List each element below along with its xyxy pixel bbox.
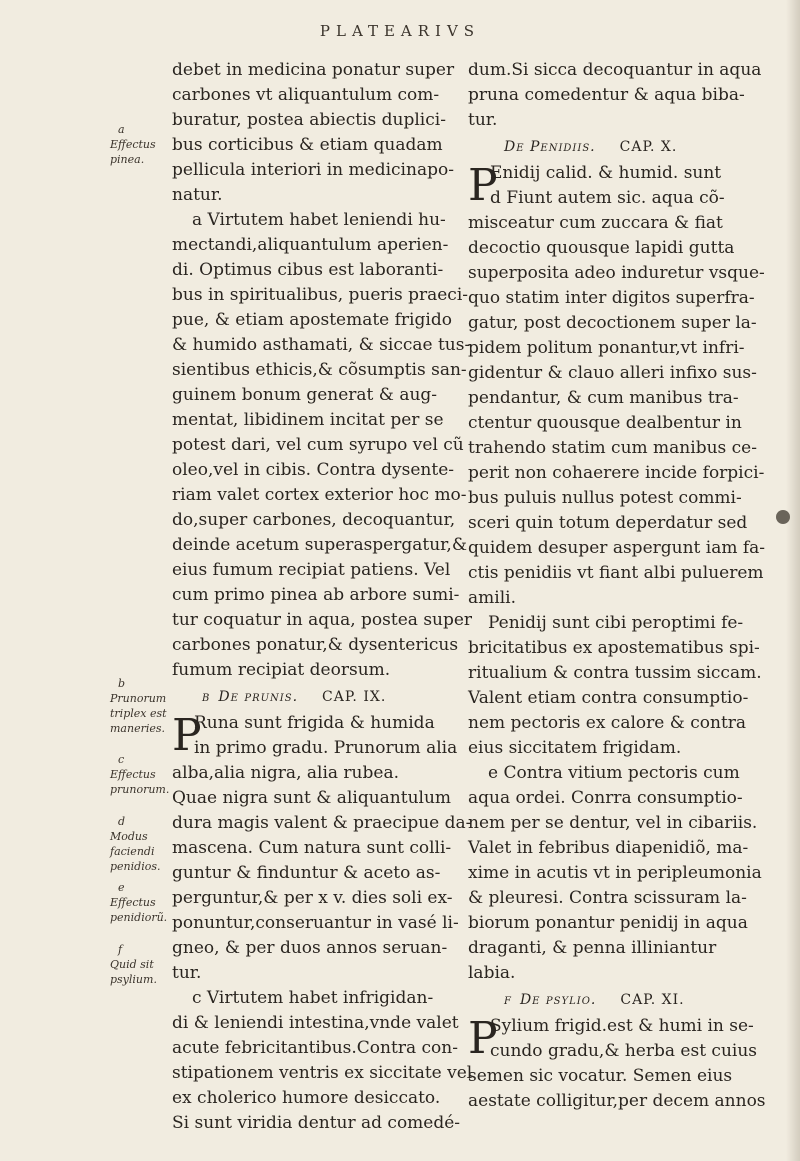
text-line: Quae nigra sunt & aliquantulum bbox=[172, 788, 452, 808]
text-line: Penidij sunt cibi peroptimi fe- bbox=[488, 613, 744, 633]
text-line: sceri quin totum deperdatur sed bbox=[468, 513, 748, 533]
text-line: do,super carbones, decoquantur, bbox=[172, 510, 456, 530]
text-line: perit non cohaerere incide forpici- bbox=[468, 463, 765, 483]
text-line: superposita adeo induretur vsque- bbox=[468, 263, 765, 283]
text-line: ctentur quousque dealbentur in bbox=[468, 413, 742, 433]
text-line: tur. bbox=[172, 963, 202, 983]
drop-cap: P bbox=[468, 160, 498, 211]
text-line: quo statim inter digitos superfra- bbox=[468, 288, 755, 308]
text-line: potest dari, vel cum syrupo vel cũ bbox=[172, 435, 464, 455]
text-line: nem per se dentur, vel in cibariis. bbox=[468, 813, 758, 833]
text-line: ritualium & contra tussim siccam. bbox=[468, 663, 762, 683]
text-line: deinde acetum superaspergatur,& bbox=[172, 535, 467, 555]
margin-notes bbox=[0, 0, 170, 1161]
text-line: pruna comedentur & aqua biba- bbox=[468, 85, 745, 105]
left-column bbox=[172, 58, 473, 1136]
text-line: a Virtutem habet leniendi hu- bbox=[192, 210, 446, 230]
text-line: Si sunt viridia dentur ad comedé- bbox=[172, 1113, 461, 1133]
text-line: mentat, libidinem incitat per se bbox=[172, 410, 444, 430]
text-line: aqua ordei. Conrra consumptio- bbox=[468, 788, 743, 808]
text-line: acute febricitantibus.Contra con- bbox=[172, 1038, 458, 1058]
text-line: bus corticibus & etiam quadam bbox=[172, 135, 443, 155]
margin-note-d: d Modus faciendi penidios. bbox=[110, 815, 161, 873]
text-line: xime in acutis vt in peripleumonia bbox=[468, 863, 762, 883]
margin-note-c: c Effectus prunorum. bbox=[110, 753, 170, 796]
margin-note-b: b Prunorum triplex est maneries. bbox=[110, 677, 167, 735]
text-line: & pleuresi. Contra scissuram la- bbox=[468, 888, 747, 908]
text-line: di & leniendi intestina,vnde valet bbox=[172, 1013, 459, 1033]
text-line: sientibus ethicis,& cõsumptis san- bbox=[172, 360, 467, 380]
text-line: semen sic vocatur. Semen eius bbox=[468, 1066, 733, 1086]
text-line: pellicula interiori in medicinapo- bbox=[172, 160, 454, 180]
text-line: bricitatibus ex apostematibus spi- bbox=[468, 638, 760, 658]
margin-note-e: e Effectus penidiorũ. bbox=[110, 881, 168, 924]
text-line: c Virtutem habet infrigidan- bbox=[192, 988, 434, 1008]
text-line: eius siccitatem frigidam. bbox=[468, 738, 682, 758]
text-line: quidem desuper aspergunt iam fa- bbox=[468, 538, 766, 558]
chapter-heading-prunis: b De prunis. CAP. IX. bbox=[202, 689, 387, 705]
text-line: alba,alia nigra, alia rubea. bbox=[172, 763, 399, 783]
text-line: ponuntur,conseruantur in vasé li- bbox=[172, 913, 459, 933]
chapter-heading-psylio: f De psylio. CAP. XI. bbox=[504, 992, 685, 1008]
text-line: draganti, & penna illiniantur bbox=[468, 938, 717, 958]
text-line: cundo gradu,& herba est cuius bbox=[490, 1041, 758, 1061]
text-line: in primo gradu. Prunorum alia bbox=[194, 738, 458, 758]
text-line: nem pectoris ex calore & contra bbox=[468, 713, 747, 733]
text-line: bus puluis nullus potest commi- bbox=[468, 488, 742, 508]
text-line: pue, & etiam apostemate frigido bbox=[172, 310, 452, 330]
text-line: ex cholerico humore desiccato. bbox=[172, 1088, 441, 1108]
text-line: eius fumum recipiat patiens. Vel bbox=[172, 560, 451, 580]
text-line: gneo, & per duos annos seruan- bbox=[172, 938, 448, 958]
text-line: fumum recipiat deorsum. bbox=[172, 660, 391, 680]
text-line: debet in medicina ponatur super bbox=[172, 60, 455, 80]
text-line: gatur, post decoctionem super la- bbox=[468, 313, 757, 333]
text-line: d Fiunt autem sic. aqua cõ- bbox=[490, 188, 725, 208]
text-line: pendantur, & cum manibus tra- bbox=[468, 388, 739, 408]
page-edge-shadow bbox=[786, 0, 800, 1161]
text-line: gidentur & clauo alleri infixo sus- bbox=[468, 363, 757, 383]
text-line: di. Optimus cibus est laboranti- bbox=[172, 260, 444, 280]
right-column bbox=[468, 58, 766, 1114]
text-line: bus in spiritualibus, pueris praeci- bbox=[172, 285, 468, 305]
text-line: mascena. Cum natura sunt colli- bbox=[172, 838, 452, 858]
running-head: PLATEARIVS bbox=[319, 22, 481, 40]
margin-note-f: f Quid sit psylium. bbox=[110, 943, 157, 986]
text-line: P Runa sunt frigida & humida bbox=[172, 710, 435, 761]
text-line: ctis penidiis vt fiant albi puluerem bbox=[468, 563, 764, 583]
text-line: tur coquatur in aqua, postea super bbox=[172, 610, 473, 630]
text-line: guinem bonum generat & aug- bbox=[172, 385, 438, 405]
chapter-heading-penidiis: De Penidiis. CAP. X. bbox=[504, 139, 678, 155]
text-line: riam valet cortex exterior hoc mo- bbox=[172, 485, 467, 505]
text-line: e Contra vitium pectoris cum bbox=[488, 763, 740, 783]
text-line: Valet in febribus diapenidiõ, ma- bbox=[468, 838, 749, 858]
text-line: P Enidij calid. & humid. sunt bbox=[468, 160, 722, 211]
text-line: cum primo pinea ab arbore sumi- bbox=[172, 585, 460, 605]
text-line: labia. bbox=[468, 963, 516, 983]
text-line: carbones ponatur,& dysentericus bbox=[172, 635, 459, 655]
text-line: misceatur cum zuccara & fiat bbox=[468, 213, 723, 233]
text-line: stipationem ventris ex siccitate vel bbox=[172, 1063, 473, 1083]
text-line: dura magis valent & praecipue da- bbox=[172, 813, 472, 833]
text-line: carbones vt aliquantulum com- bbox=[172, 85, 440, 105]
text-line: P Sylium frigid.est & humi in se- bbox=[468, 1013, 754, 1064]
text-line: decoctio quousque lapidi gutta bbox=[468, 238, 735, 258]
text-line: mectandi,aliquantulum aperien- bbox=[172, 235, 449, 255]
text-line: Valent etiam contra consumptio- bbox=[468, 688, 749, 708]
text-line: perguntur,& per x v. dies soli ex- bbox=[172, 888, 453, 908]
text-line: aestate colligitur,per decem annos bbox=[468, 1091, 766, 1111]
margin-note-a: a Effectus pinea. bbox=[110, 123, 156, 166]
text-line: guntur & finduntur & aceto as- bbox=[172, 863, 441, 883]
drop-cap: P bbox=[468, 1013, 498, 1064]
text-line: & humido asthamati, & siccae tus- bbox=[172, 335, 471, 355]
text-line: oleo,vel in cibis. Contra dysente- bbox=[172, 460, 455, 480]
text-line: tur. bbox=[468, 110, 498, 130]
text-line: buratur, postea abiectis duplici- bbox=[172, 110, 446, 130]
text-line: pidem politum ponantur,vt infri- bbox=[468, 338, 745, 358]
drop-cap: P bbox=[172, 710, 202, 761]
text-line: trahendo statim cum manibus ce- bbox=[468, 438, 757, 458]
text-line: amili. bbox=[468, 588, 516, 608]
text-line: dum.Si sicca decoquantur in aqua bbox=[468, 60, 762, 80]
text-line: natur. bbox=[172, 185, 223, 205]
text-line: biorum ponantur penidij in aqua bbox=[468, 913, 748, 933]
